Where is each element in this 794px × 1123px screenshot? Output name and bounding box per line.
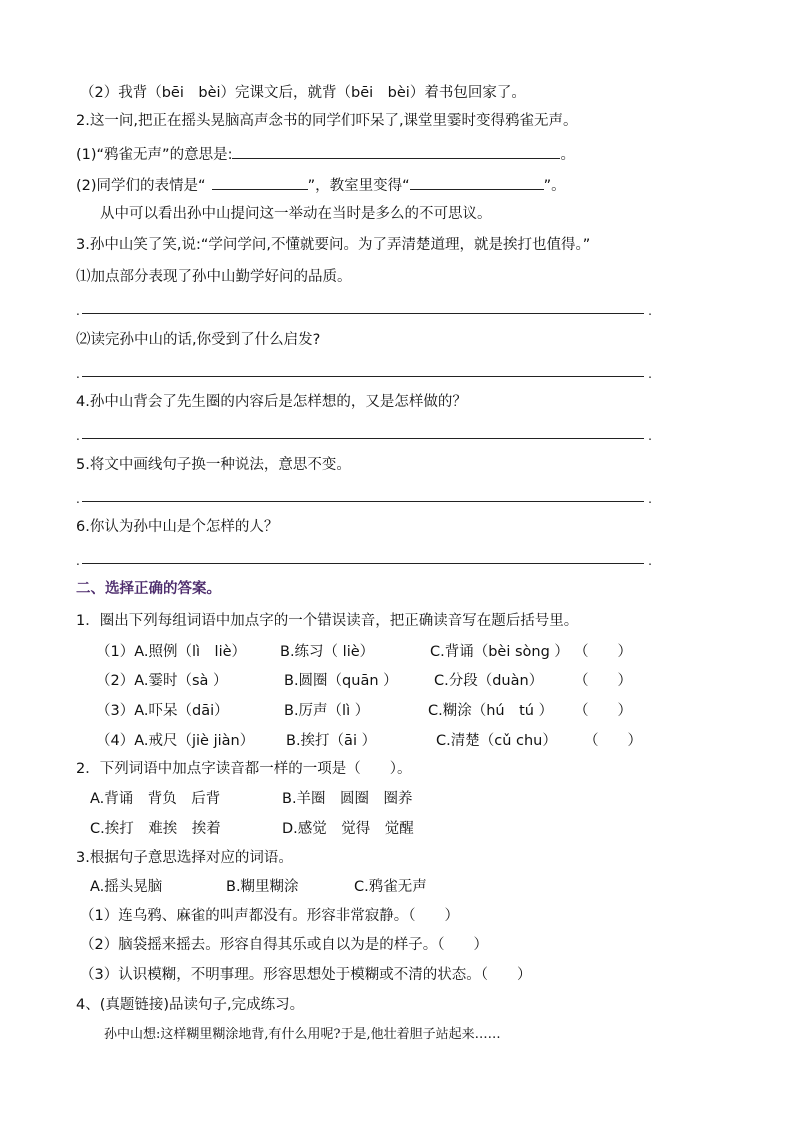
answer-line[interactable]: . . xyxy=(76,429,652,443)
s3-item: （3）认识模糊，不明事理。形容思想处于模糊或不清的状态。（ ） xyxy=(80,967,532,983)
s3-opt: B.糊里糊涂 xyxy=(226,879,299,895)
s2-opt: A.背诵 背负 后背 xyxy=(90,791,221,807)
answer-line[interactable]: . . xyxy=(76,304,652,318)
q5: 5.将文中画线句子换一种说法，意思不变。 xyxy=(76,457,351,473)
q3-title: 3.孙中山笑了笑,说:“学问学问,不懂就要问。为了弄清楚道理，就是挨打也值得。” xyxy=(76,237,591,253)
answer-blank[interactable] xyxy=(212,175,308,190)
q2-title: 2.这一问,把正在摇头晃脑高声念书的同学们吓呆了,课堂里霎时变得鸦雀无声。 xyxy=(76,113,578,129)
s3-item: （2）脑袋摇来摇去。形容自得其乐或自以为是的样子。（ ） xyxy=(80,937,488,953)
q3-sub1: ⑴加点部分表现了孙中山勤学好问的品质。 xyxy=(76,269,352,285)
answer-paren[interactable]: （ ） xyxy=(574,673,632,689)
q6: 6.你认为孙中山是个怎样的人？ xyxy=(76,519,279,535)
s1-opt-a: （3）A.吓呆（dāi） xyxy=(96,703,229,719)
answer-paren[interactable]: （ ） xyxy=(574,703,632,719)
s1-opt-b: B.厉声（lì ） xyxy=(284,703,370,719)
s3-opt: A.摇头晃脑 xyxy=(90,879,163,895)
q1-item2: （2）我背（bēi bèi）完课文后，就背（bēi bèi）着书包回家了。 xyxy=(80,85,526,101)
s1-opt-c: C.分段（duàn） xyxy=(434,673,544,689)
q2-sub2-end: ”。 xyxy=(543,178,566,194)
answer-line[interactable]: . . xyxy=(76,492,652,506)
answer-paren[interactable]: （ ） xyxy=(584,733,642,749)
s1-opt-b: B.圆圈（quān ） xyxy=(284,673,398,689)
answer-blank[interactable] xyxy=(232,144,560,159)
q2-sub1-end: 。 xyxy=(560,147,575,163)
s2-title: 2．下列词语中加点字读音都一样的一项是（ ）。 xyxy=(76,761,412,777)
q4: 4.孙中山背会了先生圈的内容后是怎样想的，又是怎样做的？ xyxy=(76,394,467,410)
s3-opt: C.鸦雀无声 xyxy=(354,879,427,895)
s1-opt-b: B.挨打（āi ） xyxy=(286,733,377,749)
q2-sub2-label: (2)同学们的表情是“ xyxy=(76,178,206,194)
s1-opt-a: （2）A.霎时（sà ） xyxy=(96,673,228,689)
s1-opt-a: （1）A.照例（lì liè） xyxy=(96,644,247,660)
s1-opt-c: C.糊涂（hú tú ） xyxy=(428,703,554,719)
q3-sub2: ⑵读完孙中山的话,你受到了什么启发? xyxy=(76,332,321,348)
s1-opt-c: C.清楚（cǔ chu） xyxy=(436,733,557,749)
answer-line[interactable]: . . xyxy=(76,554,652,568)
q2-sub2-mid: ”，教室里变得“ xyxy=(307,178,410,194)
answer-blank[interactable] xyxy=(410,175,544,190)
s2-opt: C.挨打 难挨 挨着 xyxy=(90,821,221,837)
q2-sub1 xyxy=(76,144,575,164)
s1-opt-b: B.练习（ liè） xyxy=(280,644,375,660)
q2-sub1-label: (1)“鸦雀无声”的意思是: xyxy=(76,147,233,163)
s2-opt: D.感觉 觉得 觉醒 xyxy=(282,821,414,837)
s1-opt-c: C.背诵（bèi sòng ） xyxy=(430,644,569,660)
q2-sub2 xyxy=(76,175,566,195)
s4-quote: 孙中山想:这样糊里糊涂地背,有什么用呢?于是,他壮着胆子站起来…… xyxy=(104,1027,501,1042)
answer-line[interactable]: . . xyxy=(76,367,652,381)
s2-opt: B.羊圈 圆圈 圈养 xyxy=(282,791,413,807)
s1-opt-a: （4）A.戒尺（jiè jiàn） xyxy=(96,733,255,749)
q2-sub2-note: 从中可以看出孙中山提问这一举动在当时是多么的不可思议。 xyxy=(100,206,492,222)
answer-paren[interactable]: （ ） xyxy=(574,644,632,660)
s1-title: 1．圈出下列每组词语中加点字的一个错误读音，把正确读音写在题后括号里。 xyxy=(76,613,579,629)
section-2-heading: 二、选择正确的答案。 xyxy=(76,581,221,597)
s4-title: 4、(真题链接)品读句子,完成练习。 xyxy=(76,997,305,1013)
s3-title: 3.根据句子意思选择对应的词语。 xyxy=(76,850,293,866)
s3-item: （1）连乌鸦、麻雀的叫声都没有。形容非常寂静。（ ） xyxy=(80,908,459,924)
